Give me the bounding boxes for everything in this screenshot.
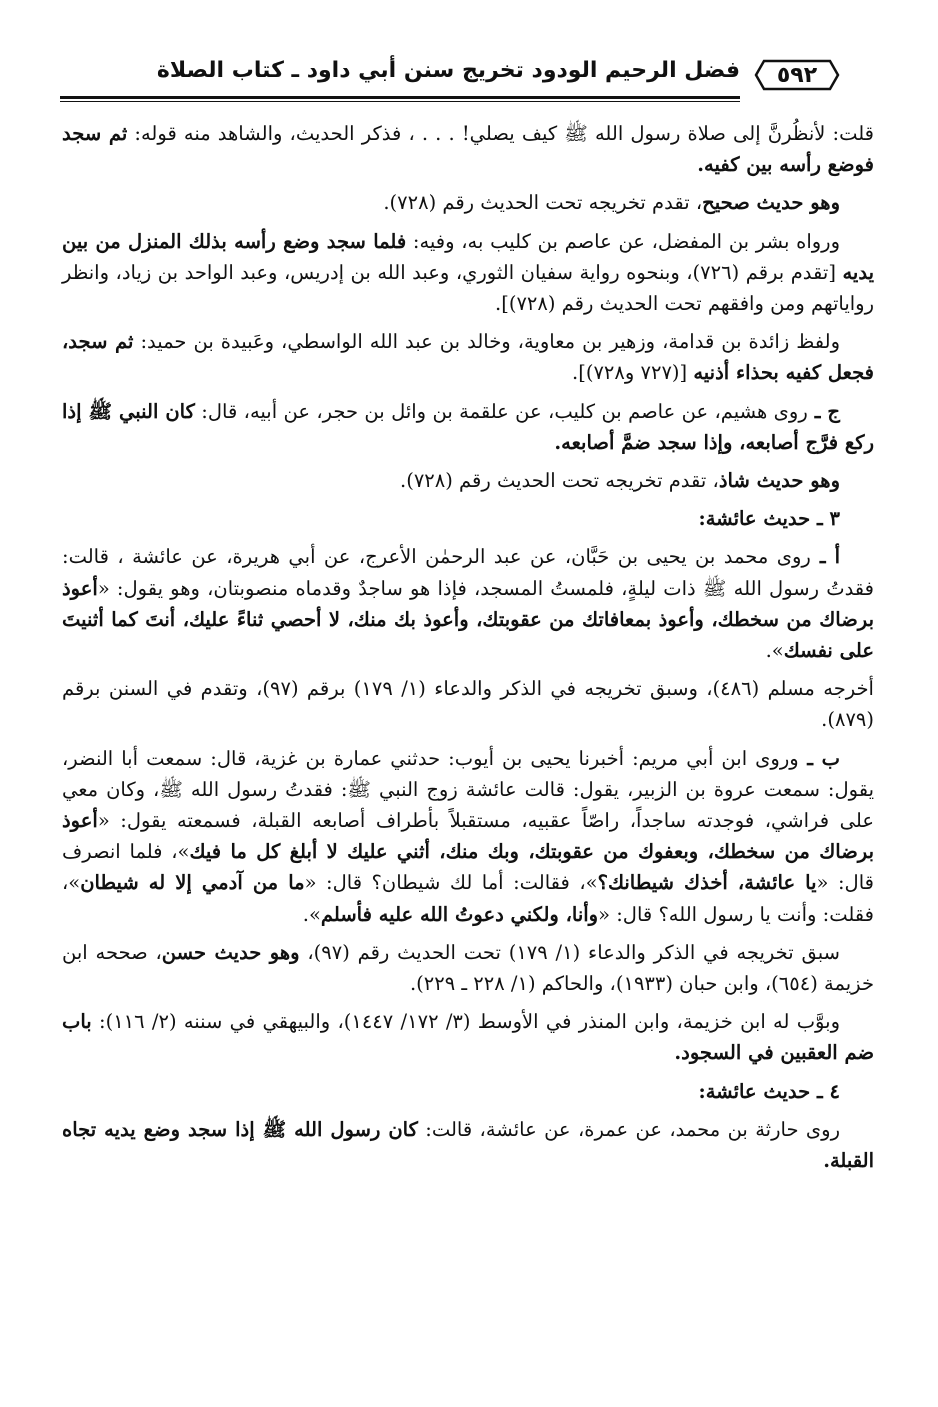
bold-text-segment: وهو حديث حسن xyxy=(161,940,300,964)
paragraph xyxy=(62,465,874,496)
header-rule-thin xyxy=(60,101,740,102)
bold-text-segment: باب ضم العقبين في السجود. xyxy=(62,1010,874,1065)
bold-text-segment: يا عائشة، أخذك شيطانك؟ xyxy=(597,871,817,895)
bold-text-segment: ثم سجد فوضع رأسه بين كفيه. xyxy=(62,122,874,177)
text-segment: ، تقدم تخريجه تحت الحديث رقم (٧٢٨). xyxy=(383,191,703,215)
text-segment: [(٧٢٧ و٧٢٨)]. xyxy=(572,361,694,385)
paragraph xyxy=(62,1006,874,1068)
text-segment: ، صححه ابن خزيمة (٦٥٤)، وابن حبان (١٩٣٣)، والحاكم (١/ ٢٢٨ ـ ٢٢٩). xyxy=(62,940,874,996)
paragraph xyxy=(62,937,874,999)
text-segment: [تقدم برقم (٧٢٦)، وبنحوه رواية سفيان الثوري، وعبد الله بن إدريس، وعبد الواحد بن زياد، وانظر رواياتهم ومن وافقهم تحت الحديث رقم (٧٢٨)]. xyxy=(62,260,874,316)
header-title: فضل الرحيم الودود تخريج سنن أبي داود ـ كتاب الصلاة xyxy=(156,58,740,83)
paragraph xyxy=(62,503,874,534)
paragraph xyxy=(62,226,874,320)
paragraph xyxy=(62,187,874,218)
text-segment: »، فقالت: أما لك شيطان؟ قال: « xyxy=(304,871,598,895)
paragraph xyxy=(62,396,874,458)
bold-text-segment: أعوذ برضاك من سخطك، وأعوذ بمعافاتك من عقوبتك، وأعوذ بك منك، لا أحصي ثناءً عليك، أنتَ كما أثنيتَ على نفسك xyxy=(62,576,874,663)
text-segment: ، تقدم تخريجه تحت الحديث رقم (٧٢٨). xyxy=(400,469,719,493)
paragraph xyxy=(62,1076,874,1107)
text-segment: قلت: لأنظُرنَّ إلى صلاة رسول الله ﷺ كيف يصلي! . . . ، فذكر الحديث، والشاهد منه قوله: xyxy=(127,122,874,145)
text-segment: روى حارثة بن محمد، عن عمرة، عن عائشة، قالت: xyxy=(417,1117,840,1141)
bold-text-segment: أ ـ xyxy=(810,545,840,569)
running-header xyxy=(60,48,880,104)
bold-text-segment: ما من آدمي إلا له شيطان xyxy=(80,871,305,895)
text-segment: »، فقلت: وأنت يا رسول الله؟ قال: « xyxy=(62,871,874,926)
text-segment: ». xyxy=(765,639,784,663)
text-segment: ورواه بشر بن المفضل، عن عاصم بن كليب به، وفيه: xyxy=(406,229,840,253)
bold-text-segment: فلما سجد وضع رأسه بذلك المنزل من بين يديه xyxy=(62,229,874,284)
paragraph xyxy=(62,326,874,388)
paragraph xyxy=(62,118,874,180)
paragraph xyxy=(62,673,874,735)
text-segment: سبق تخريجه في الذكر والدعاء (١/ ١٧٩) تحت الحديث رقم (٩٧)، xyxy=(299,940,840,964)
bold-text-segment: كان رسول الله ﷺ إذا سجد وضع يديه تجاه القبلة. xyxy=(62,1117,874,1173)
page-number-badge xyxy=(754,58,840,92)
bold-text-segment: ٣ ـ حديث عائشة: xyxy=(698,507,840,531)
page-body xyxy=(62,118,874,1183)
text-segment: أخرجه مسلم (٤٨٦)، وسبق تخريجه في الذكر والدعاء (١/ ١٧٩) برقم (٩٧)، وتقدم في السنن برقم (٨٧٩). xyxy=(62,677,874,732)
text-segment: ولفظ زائدة بن قدامة، وزهير بن معاوية، وخالد بن عبد الله الواسطي، وعَبيدة بن حميد: xyxy=(133,330,840,354)
bold-text-segment: كان النبي ﷺ إذا ركع فرَّج أصابعه، وإذا سجد ضمَّ أصابعه. xyxy=(62,399,874,454)
bold-text-segment: ثم سجد، فجعل كفيه بحذاء أذنيه xyxy=(62,330,874,385)
bold-text-segment: وأنا، ولكني دعوتُ الله عليه فأسلم xyxy=(320,902,599,926)
text-segment: روى هشيم، عن عاصم بن كليب، عن علقمة بن وائل بن حجر، عن أبيه، قال: xyxy=(194,399,808,423)
bold-text-segment: وهو حديث شاذ xyxy=(718,469,840,493)
text-segment: »، فلما انصرف قال: « xyxy=(62,840,874,895)
page-number: ٥٩٢ xyxy=(776,62,818,88)
bold-text-segment: أعوذ برضاك من سخطك، وبعفوك من عقوبتك، وبك منك، أثني عليك لا أبلغ كل ما فيك xyxy=(62,809,874,864)
paragraph xyxy=(62,1114,874,1176)
paragraph xyxy=(62,743,874,930)
bold-text-segment: ج ـ xyxy=(807,399,840,423)
header-rule xyxy=(60,96,740,99)
text-segment: روى محمد بن يحيى بن حَبَّان، عن عبد الرحمٰن الأعرج، عن أبي هريرة، عن عائشة ، قالت: فقدتُ رسول الله ﷺ ذات ليلةٍ، فلمستُ المسجد، فإذا هو ساجدٌ وقدماه منصوبتان، وهو يقول: « xyxy=(62,545,874,600)
paragraph xyxy=(62,541,874,666)
bold-text-segment: ب ـ xyxy=(798,746,840,770)
bold-text-segment: وهو حديث صحيح xyxy=(702,191,840,215)
text-segment: وروى ابن أبي مريم: أخبرنا يحيى بن أيوب: حدثني عمارة بن غزية، قال: سمعت أبا النضر، يقول: سمعت عروة بن الزبير، يقول: قالت عائشة زوج النبي ﷺ: فقدتُ رسول الله ﷺ، وكان معي على فراشي، فوجدته ساجداً، راصّاً عقبيه، مستقبلاً بأطراف أصابعه القبلة، فسمعته يقول: « xyxy=(62,746,874,833)
text-segment: ». xyxy=(302,902,321,926)
bold-text-segment: ٤ ـ حديث عائشة: xyxy=(698,1079,840,1103)
text-segment: وبوَّب له ابن خزيمة، وابن المنذر في الأوسط (٣/ ١٧٢/ ١٤٤٧)، والبيهقي في سننه (٢/ ١١٦): xyxy=(91,1010,840,1034)
